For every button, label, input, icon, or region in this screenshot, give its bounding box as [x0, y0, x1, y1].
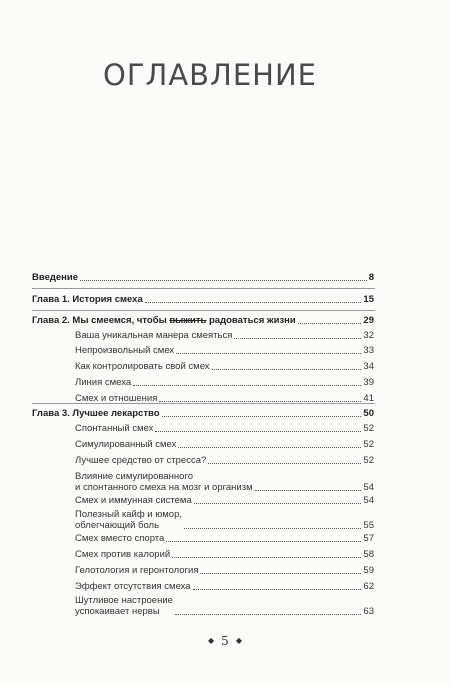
toc-entry-page: 52	[363, 423, 374, 434]
toc-entry-page: 41	[363, 393, 374, 404]
toc-subentry	[75, 509, 374, 531]
toc-entry-page: 62	[363, 581, 374, 592]
toc-entry-label: Смех и иммунная система	[75, 495, 192, 506]
toc-entry-page: 39	[363, 377, 374, 388]
dot-leader	[145, 302, 362, 303]
toc-subentry	[75, 345, 374, 356]
toc-entry-page: 32	[363, 330, 374, 341]
page-title: ОГЛАВЛЕНИЕ	[103, 58, 318, 92]
toc-entry-chapter-1	[32, 294, 374, 305]
toc-entry-chapter-2	[32, 315, 374, 326]
toc-entry-page: 34	[363, 361, 374, 372]
toc-entry-page: 15	[363, 294, 374, 305]
label-part: радоваться жизни	[206, 315, 296, 326]
dot-leader	[184, 528, 361, 529]
toc-entry-label: Спонтанный смех	[75, 423, 154, 434]
toc-entry-page: 50	[363, 408, 374, 419]
toc-subentry	[75, 533, 374, 544]
toc-subentry	[75, 423, 374, 434]
toc-entry-label	[75, 595, 173, 617]
toc-entry-label: Введение	[32, 272, 79, 283]
dot-leader	[208, 463, 361, 464]
dot-leader	[298, 323, 362, 324]
label-part: Глава 2. Мы смеемся, чтобы	[32, 315, 170, 326]
toc-subentry	[75, 377, 374, 388]
toc-entry-intro	[32, 272, 374, 283]
toc-entry-label: Линия смеха	[75, 377, 132, 388]
toc-subentry	[75, 471, 374, 493]
toc-entry-label: Симулированный смех	[75, 439, 177, 450]
toc-entry-label	[32, 315, 296, 326]
page-footer	[0, 634, 450, 648]
toc-entry-label: Гелотология и геронтология	[75, 565, 199, 576]
dot-leader	[193, 589, 362, 590]
toc-entry-page: 29	[363, 315, 374, 326]
toc-entry-page: 59	[363, 565, 374, 576]
dot-leader	[255, 490, 362, 491]
toc-subentry	[75, 361, 374, 372]
dot-leader	[172, 557, 361, 558]
toc-entry-page: 63	[363, 606, 374, 617]
dot-leader	[166, 541, 361, 542]
dot-leader	[178, 447, 361, 448]
dot-leader	[155, 431, 361, 432]
toc-entry-label	[75, 509, 182, 531]
dot-leader	[80, 280, 367, 281]
page-number: 5	[221, 634, 229, 648]
toc-entry-label: Глава 3. Лучшее лекарство	[32, 408, 160, 419]
toc-entry-label: Смех вместо спорта	[75, 533, 165, 544]
toc-entry-page: 8	[368, 272, 374, 283]
toc-entry-page: 52	[363, 455, 374, 466]
dot-leader	[133, 385, 361, 386]
toc-entry-page: 58	[363, 549, 374, 560]
label-line: Шутливое настроение	[75, 595, 173, 606]
toc-entry-label: Непроизвольный смех	[75, 345, 175, 356]
toc-subentry	[75, 455, 374, 466]
toc-subentry	[75, 330, 374, 341]
divider	[32, 288, 375, 289]
divider	[32, 403, 375, 404]
toc-entry-label: Смех против калорий	[75, 549, 171, 560]
dot-leader	[159, 401, 361, 402]
toc-subentry	[75, 495, 374, 506]
dot-leader	[162, 416, 362, 417]
toc-subentry	[75, 439, 374, 450]
toc-entry-label: Эффект отсутствия смеха	[75, 581, 191, 592]
dot-leader	[175, 614, 362, 615]
toc-entry-page: 52	[363, 439, 374, 450]
toc-entry-chapter-3	[32, 408, 374, 419]
toc-entry-label: Смех и отношения	[75, 393, 158, 404]
toc-entry-label	[75, 471, 253, 493]
label-line: Полезный кайф и юмор,	[75, 509, 183, 520]
label-line: успокаивает нервы	[75, 606, 160, 617]
dot-leader	[176, 353, 361, 354]
toc-entry-label: Глава 1. История смеха	[32, 294, 143, 305]
dot-leader	[200, 573, 361, 574]
toc-entry-label: Как контролировать свой смех	[75, 361, 210, 372]
dot-leader	[234, 338, 361, 339]
dot-leader	[212, 369, 362, 370]
toc-subentry	[75, 595, 374, 617]
dot-leader	[194, 503, 362, 504]
toc-entry-page: 33	[363, 345, 374, 356]
toc-entry-label: Ваша уникальная манера смеяться	[75, 330, 233, 341]
label-line: и спонтанного смеха на мозг и организм	[75, 482, 253, 493]
toc-entry-label: Лучшее средство от стресса?	[75, 455, 207, 466]
toc-subentry	[75, 549, 374, 560]
toc-entry-page: 54	[363, 495, 374, 506]
toc-entry-page: 57	[363, 533, 374, 544]
toc-entry-page: 55	[363, 520, 374, 531]
diamond-ornament-icon: ◆	[208, 636, 215, 645]
divider	[32, 310, 375, 311]
toc-subentry	[75, 581, 374, 592]
diamond-ornament-icon: ◆	[235, 636, 242, 645]
toc-entry-page: 54	[363, 482, 374, 493]
label-line: Влияние симулированного	[75, 471, 193, 482]
struck-word: выжить	[169, 315, 207, 326]
toc-subentry	[75, 565, 374, 576]
label-line: облегчающий боль	[75, 520, 160, 531]
